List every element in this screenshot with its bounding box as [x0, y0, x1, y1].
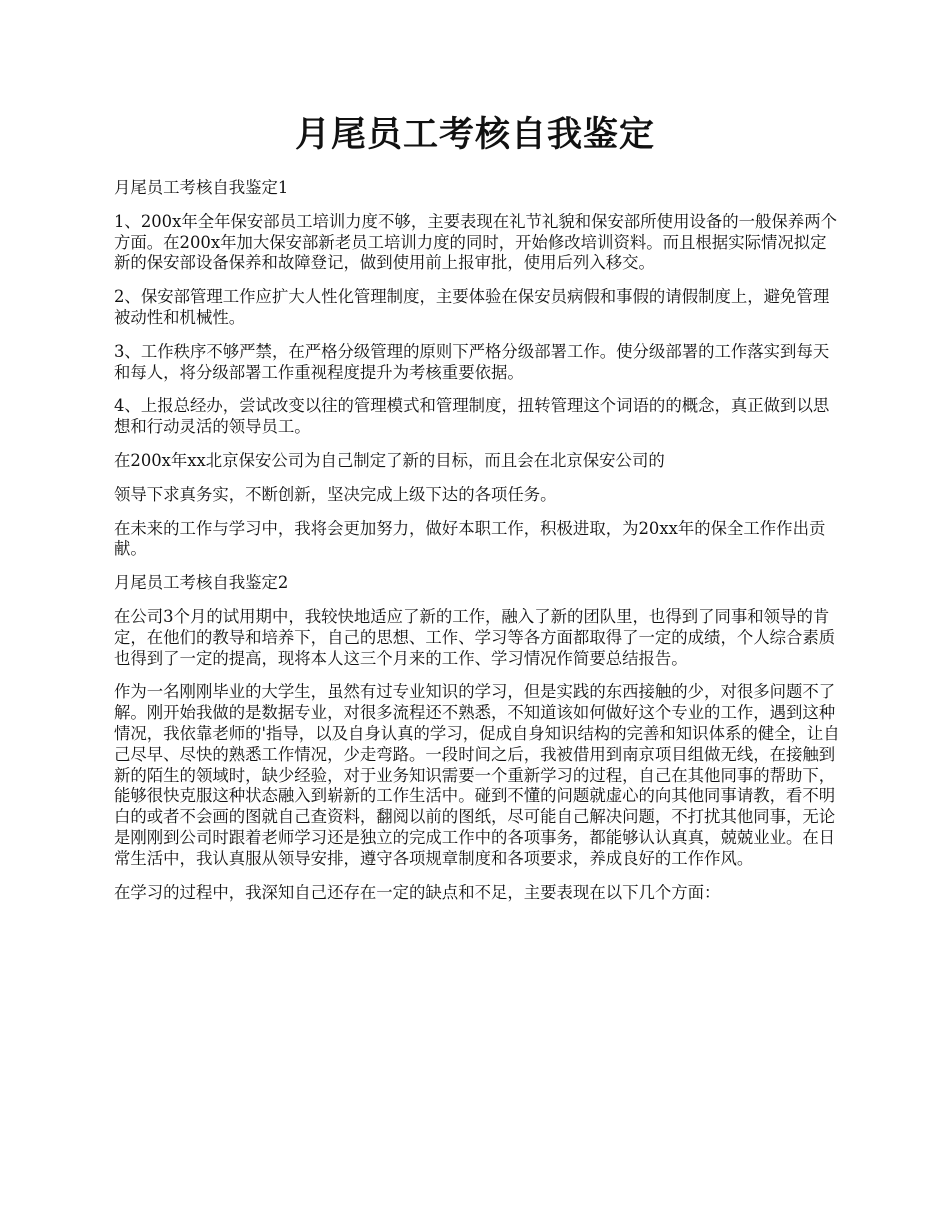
document-title: 月尾员工考核自我鉴定: [294, 114, 655, 155]
paragraph: 3、工作秩序不够严禁，在严格分级管理的原则下严格分级部署工作。使分级部署的工作落实到每天和每人，将分级部署工作重视程度提升为考核重要依据。: [114, 341, 830, 382]
paragraph: 作为一名刚刚毕业的大学生，虽然有过专业知识的学习，但是实践的东西接触的少，对很多问题不了解。刚开始我做的是数据专业，对很多流程还不熟悉，不知道该如何做好这个专业的工作，遇到这种情况，我依靠老师的'指导，以及自身认真的学习，促成自身知识结构的完善和知识体系的健全，让自己尽早、尽快的熟悉工作情况，少走弯路。一段时间之后，我被借用到南京项目组做无线，在接触到新的陌生的领域时，缺少经验，对于业务知识需要一个重新学习的过程，自己在其他同事的帮助下，能够很快克服这种状态融入到崭新的工作生活中。碰到不懂的问题就虚心的向其他同事请教，看不明白的或者不会画的图就自己查资料，翻阅以前的图纸，尽可能自己解决问题，不打扰其他同事，无论是刚刚到公司时跟着老师学习还是独立的完成工作中的各项事务，都能够认认真真，兢兢业业。在日常生活中，我认真服从领导安排，遵守各项规章制度和各项要求，养成良好的工作作风。: [114, 682, 840, 868]
section-heading-2: 月尾员工考核自我鉴定2: [114, 573, 289, 593]
paragraph: 2、保安部管理工作应扩大人性化管理制度，主要体验在保安员病假和事假的请假制度上，避免管理被动性和机械性。: [114, 287, 830, 327]
paragraph: 在200x年xx北京保安公司为自己制定了新的目标，而且会在北京保安公司的: [114, 450, 665, 470]
paragraph: 在公司3个月的试用期中，我较快地适应了新的工作，融入了新的团队里，也得到了同事和领导的肯定，在他们的教导和培养下，自己的思想、工作、学习等各方面都取得了一定的成绩，个人综合素质也得到了一定的提高，现将本人这三个月来的工作、学习情况作简要总结报告。: [114, 606, 836, 668]
paragraph: 在学习的过程中，我深知自己还存在一定的缺点和不足，主要表现在以下几个方面：: [114, 882, 721, 902]
document-body: [114, 178, 840, 916]
paragraph: 领导下求真务实，不断创新，坚决完成上级下达的各项任务。: [114, 484, 557, 504]
section-heading-1: 月尾员工考核自我鉴定1: [114, 178, 289, 197]
paragraph: 在未来的工作与学习中，我将会更加努力，做好本职工作，积极进取，为20xx年的保全工作作出贡献。: [114, 518, 826, 559]
paragraph: 1、200x年全年保安部员工培训力度不够，主要表现在礼节礼貌和保安部所使用设备的一般保养两个方面。在200x年加大保安部新老员工培训力度的同时，开始修改培训资料。而且根据实际情况拟定新的保安部设备保养和故障登记，做到使用前上报审批，使用后列入移交。: [114, 211, 837, 273]
paragraph: 4、上报总经办，尝试改变以往的管理模式和管理制度，扭转管理这个词语的的概念，真正做到以思想和行动灵活的领导员工。: [114, 396, 830, 437]
